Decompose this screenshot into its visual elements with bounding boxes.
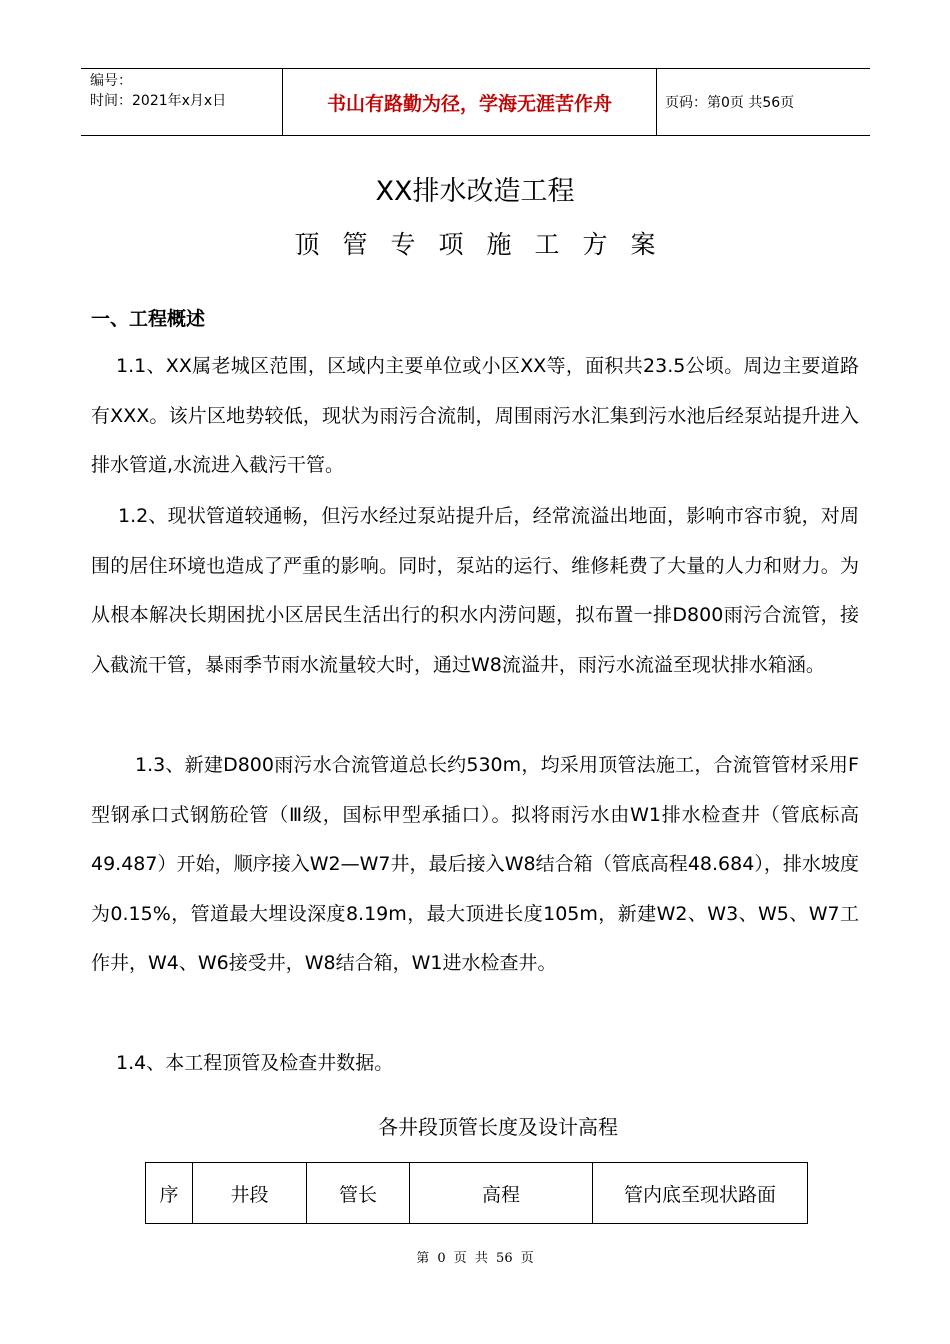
document-title: XX排水改造工程 — [375, 176, 575, 207]
table-header-row — [146, 1163, 808, 1224]
document-date: 时间：2021年x月x日 — [90, 93, 227, 109]
paragraph-1-1: 1.1、XX属老城区范围，区域内主要单位或小区XX等，面积共23.5公顷。周边主要道路有XXX。该片区地势较低，现状为雨污合流制，周围雨污水汇集到污水池后经泵站提升进入排水管道,水流进入截污干管。 — [91, 355, 859, 476]
paragraph-1-4: 1.4、本工程顶管及检查井数据。 — [116, 1052, 394, 1074]
pipe-data-table — [145, 1162, 808, 1224]
col-header-length: 管长 — [307, 1163, 410, 1224]
col-header-index: 序 — [146, 1163, 193, 1224]
header-meta — [81, 69, 283, 135]
section-heading: 一、工程概述 — [91, 308, 206, 330]
col-header-depth: 管内底至现状路面 — [593, 1163, 808, 1224]
page-footer: 第 0 页 共 56 页 — [416, 1251, 534, 1266]
header-page-info: 页码：第0页 共56页 — [665, 95, 795, 111]
paragraph-1-2: 1.2、现状管道较通畅，但污水经过泵站提升后，经常流溢出地面，影响市容市貌，对周围的居住环境也造成了严重的影响。同时，泵站的运行、维修耗费了大量的人力和财力。为从根本解决长期困扰小区居民生活出行的积水内涝问题，拟布置一排D800雨污合流管，接入截流干管，暴雨季节雨水流量较大时，通过W8流溢井，雨污水流溢至现状排水箱涵。 — [91, 505, 859, 676]
table-caption: 各井段顶管长度及设计高程 — [378, 1115, 618, 1139]
col-header-segment: 井段 — [193, 1163, 307, 1224]
header-motto: 书山有路勤为径，学海无涯苦作舟 — [283, 69, 657, 135]
paragraph-1-3: 1.3、新建D800雨污水合流管道总长约530m，均采用顶管法施工，合流管管材采用F型钢承口式钢筋砼管（Ⅲ级，国标甲型承插口）。拟将雨污水由W1排水检查井（管底标高49.487）开始，顺序接入W2—W7井，最后接入W8结合箱（管底高程48.684），排水坡度为0.15%，管道最大埋设深度8.19m，最大顶进长度105m，新建W2、W3、W5、W7工作井，W4、W6接受井，W8结合箱，W1进水检查井。 — [91, 754, 859, 974]
document-number-label: 编号： — [90, 73, 132, 89]
document-subtitle: 顶管专项施工方案 — [294, 230, 679, 259]
document-header — [81, 68, 870, 136]
col-header-elevation: 高程 — [410, 1163, 593, 1224]
